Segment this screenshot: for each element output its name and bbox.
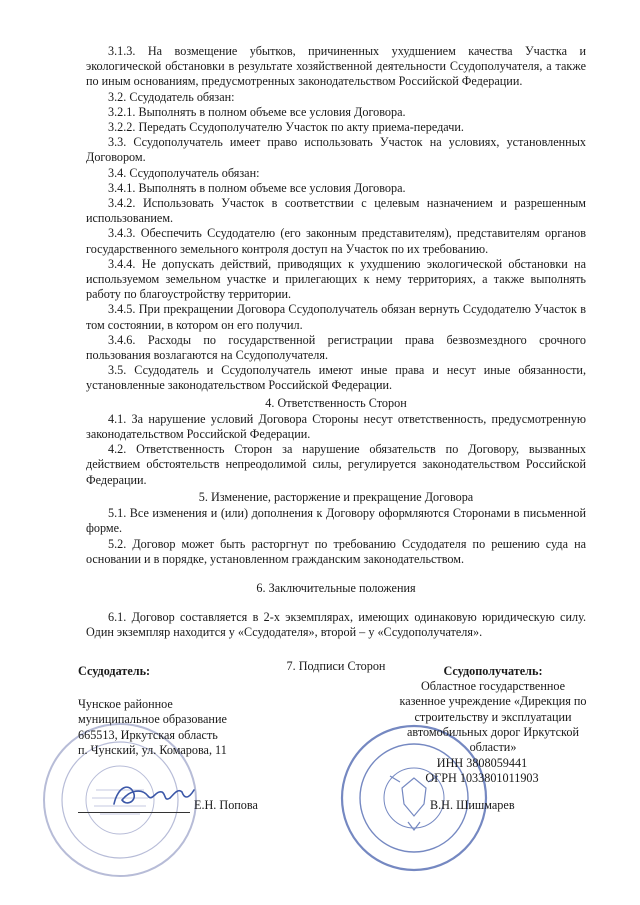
lessor-line: п. Чунский, ул. Комарова, 11 xyxy=(78,742,227,757)
clause-paragraph: 3.2.1. Выполнять в полном объеме все условия Договора. xyxy=(108,104,406,119)
document-body xyxy=(86,44,586,675)
section-heading: 7. Подписи Сторон xyxy=(286,658,386,673)
clause-paragraph: 3.2. Ссудодатель обязан: xyxy=(108,89,235,104)
lessee-registration xyxy=(412,756,552,786)
section-heading: 4. Ответственность Сторон xyxy=(265,395,407,410)
lessee-ogrn: ОГРН 1033801011903 xyxy=(425,771,539,786)
lessor-label: Ссудодатель: xyxy=(78,664,151,678)
lessee-line: Областное государственное xyxy=(420,679,566,694)
clause-paragraph: 3.4.4. Не допускать действий, приводящих к ухудшению экологической обстановки на используемом земельном участке и прилегающих к нему территориях, а также выполнять работу по благоустройству территории. xyxy=(86,256,586,302)
lessor-signature-line xyxy=(78,798,268,813)
clause-paragraph: 3.4.5. При прекращении Договора Ссудополучатель обязан вернуть Ссудодателю Участок в том состоянии, в котором он его получил. xyxy=(86,302,586,332)
lessee-signer-name: В.Н. Шишмарев xyxy=(430,798,515,812)
section-heading: 6. Заключительные положения xyxy=(256,580,416,595)
lessee-block xyxy=(388,664,598,755)
lessor-signer-name: Е.Н. Попова xyxy=(194,798,258,812)
clause-paragraph: 4.1. За нарушение условий Договора Стороны несут ответственность, предусмотренную законодательством Российской Федерации. xyxy=(86,411,586,442)
signature-underline xyxy=(78,812,190,813)
clause-paragraph: 3.3. Ссудополучатель имеет право использовать Участок на условиях, установленных Договором. xyxy=(86,135,586,165)
clause-paragraph: 5.1. Все изменения и (или) дополнения к Договору оформляются Сторонами в письменной форме. xyxy=(86,506,586,536)
clause-paragraph: 3.4. Ссудополучатель обязан: xyxy=(108,165,260,180)
clause-paragraph: 3.4.2. Использовать Участок в соответствии с целевым назначением и разрешенным использованием. xyxy=(86,196,586,226)
clause-paragraph: 3.4.3. Обеспечить Ссудодателю (его законным представителям), представителям органов государственного земельного контроля доступ на Участок по их требованию. xyxy=(86,226,586,256)
lessee-label: Ссудополучатель: xyxy=(443,664,543,678)
lessee-inn: ИНН 3808059441 xyxy=(436,756,528,770)
clause-paragraph: 3.4.1. Выполнять в полном объеме все условия Договора. xyxy=(108,180,406,195)
lessee-line: области» xyxy=(469,740,517,755)
lessor-block xyxy=(78,664,278,758)
lessee-line: строительству и эксплуатации xyxy=(414,709,572,724)
lessee-line: автомобильных дорог Иркутской xyxy=(407,724,579,739)
lessee-line: казенное учреждение «Дирекция по xyxy=(399,694,587,709)
clause-paragraph: 3.4.6. Расходы по государственной регистрации права безвозмездного срочного пользования возлагаются на Ссудополучателя. xyxy=(86,332,586,363)
lessor-line: муниципальное образование xyxy=(78,712,227,727)
clause-paragraph: 6.1. Договор составляется в 2-х экземплярах, имеющих одинаковую юридическую силу. Один экземпляр находится у «Ссудодателя», второй – у «Ссудополучателя». xyxy=(86,610,586,640)
lessor-line: Чунское районное xyxy=(78,697,173,712)
lessor-address xyxy=(78,697,278,758)
section-heading: 5. Изменение, расторжение и прекращение Договора xyxy=(198,489,474,504)
clause-paragraph: 4.2. Ответственность Сторон за нарушение обязательств по Договору, вызванных действием обстоятельств непреодолимой силы, регулируется законодательством Российской Федерации. xyxy=(86,442,586,487)
lessor-line: 665513, Иркутская область xyxy=(78,727,218,742)
clause-paragraph: 5.2. Договор может быть расторгнут по требованию Ссудодателя по решению суда на основании и в порядке, установленном гражданским законодательством. xyxy=(86,536,586,566)
clause-paragraph: 3.2.2. Передать Ссудополучателю Участок по акту приема-передачи. xyxy=(108,120,464,135)
clause-paragraph: 3.5. Ссудодатель и Ссудополучатель имеют иные права и несут иные обязанности, установленные законодательством Российской Федерации. xyxy=(86,363,586,393)
clause-paragraph: 3.1.3. На возмещение убытков, причиненных ухудшением качества Участка и экологической обстановки в результате хозяйственной деятельности Ссудополучателя, а также по иным основаниям, предусмотренных законодательством Российской Федерации. xyxy=(86,44,586,89)
